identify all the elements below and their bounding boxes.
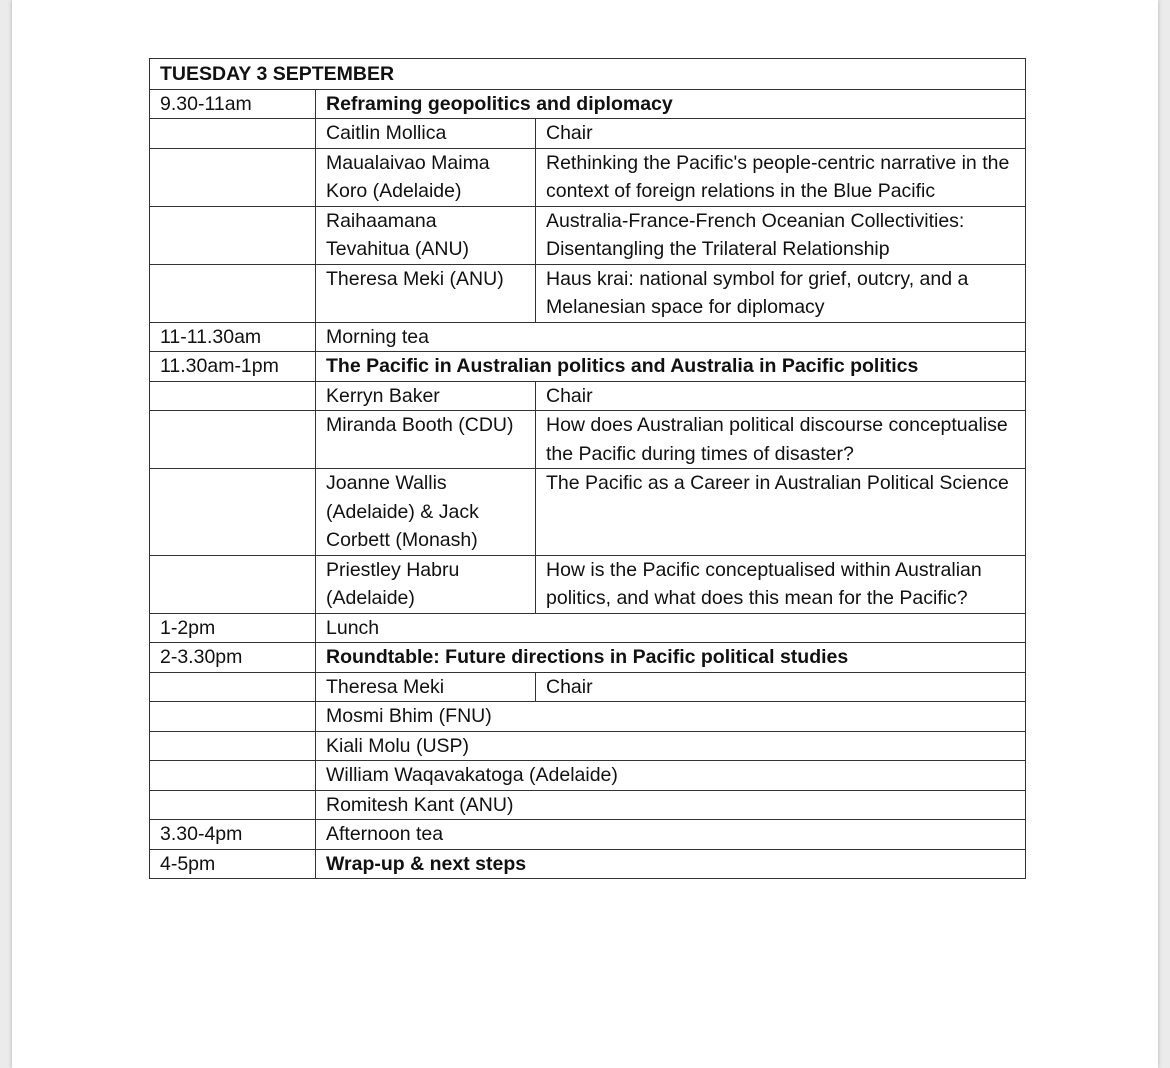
paper-topic: Rethinking the Pacific's people-centric narrative in the context of foreign relations in the Blue Pacific	[536, 148, 1026, 206]
presenter-name: Kerryn Baker	[316, 381, 536, 411]
session-row	[150, 849, 1026, 879]
time-cell-empty	[150, 790, 316, 820]
time-cell-empty	[150, 119, 316, 149]
paper-row	[150, 206, 1026, 264]
session-row	[150, 820, 1026, 850]
session-time: 4-5pm	[150, 849, 316, 879]
presenter-name: Joanne Wallis (Adelaide) & Jack Corbett (Monash)	[316, 469, 536, 556]
schedule-table	[149, 58, 1026, 879]
session-time: 11-11.30am	[150, 322, 316, 352]
time-cell-empty	[150, 264, 316, 322]
session-title: Lunch	[316, 613, 1026, 643]
presenter-name: Priestley Habru (Adelaide)	[316, 555, 536, 613]
paper-topic: The Pacific as a Career in Australian Political Science	[536, 469, 1026, 556]
time-cell-empty	[150, 731, 316, 761]
session-time: 11.30am-1pm	[150, 352, 316, 382]
paper-row	[150, 672, 1026, 702]
paper-row	[150, 148, 1026, 206]
session-title: Morning tea	[316, 322, 1026, 352]
session-time: 1-2pm	[150, 613, 316, 643]
presenter-name: Theresa Meki	[316, 672, 536, 702]
session-title: Wrap-up & next steps	[316, 849, 1026, 879]
session-time: 3.30-4pm	[150, 820, 316, 850]
day-heading: TUESDAY 3 SEPTEMBER	[150, 59, 1026, 90]
presenter-name: Raihaamana Tevahitua (ANU)	[316, 206, 536, 264]
speaker-name: Mosmi Bhim (FNU)	[316, 702, 1026, 732]
paper-topic: Haus krai: national symbol for grief, outcry, and a Melanesian space for diplomacy	[536, 264, 1026, 322]
speaker-row	[150, 731, 1026, 761]
presenter-name: Miranda Booth (CDU)	[316, 411, 536, 469]
session-time: 2-3.30pm	[150, 643, 316, 673]
presenter-name: Maualaivao Maima Koro (Adelaide)	[316, 148, 536, 206]
session-row	[150, 322, 1026, 352]
speaker-name: Kiali Molu (USP)	[316, 731, 1026, 761]
time-cell-empty	[150, 411, 316, 469]
paper-row	[150, 411, 1026, 469]
schedule-body	[150, 59, 1026, 879]
paper-row	[150, 119, 1026, 149]
speaker-row	[150, 790, 1026, 820]
time-cell-empty	[150, 555, 316, 613]
session-title: Afternoon tea	[316, 820, 1026, 850]
presenter-name: Theresa Meki (ANU)	[316, 264, 536, 322]
time-cell-empty	[150, 148, 316, 206]
time-cell-empty	[150, 206, 316, 264]
time-cell-empty	[150, 761, 316, 791]
day-heading-row	[150, 59, 1026, 90]
paper-row	[150, 469, 1026, 556]
time-cell-empty	[150, 702, 316, 732]
speaker-row	[150, 761, 1026, 791]
paper-row	[150, 264, 1026, 322]
paper-topic: Chair	[536, 119, 1026, 149]
session-row	[150, 352, 1026, 382]
session-row	[150, 643, 1026, 673]
session-title: Roundtable: Future directions in Pacific political studies	[316, 643, 1026, 673]
session-row	[150, 613, 1026, 643]
paper-topic: Chair	[536, 381, 1026, 411]
session-title: Reframing geopolitics and diplomacy	[316, 89, 1026, 119]
time-cell-empty	[150, 469, 316, 556]
speaker-row	[150, 702, 1026, 732]
paper-topic: Chair	[536, 672, 1026, 702]
paper-row	[150, 555, 1026, 613]
paper-topic: How is the Pacific conceptualised within Australian politics, and what does this mean for the Pacific?	[536, 555, 1026, 613]
document-page	[12, 0, 1158, 1068]
speaker-name: Romitesh Kant (ANU)	[316, 790, 1026, 820]
presenter-name: Caitlin Mollica	[316, 119, 536, 149]
session-time: 9.30-11am	[150, 89, 316, 119]
time-cell-empty	[150, 381, 316, 411]
paper-topic: Australia-France-French Oceanian Collectivities: Disentangling the Trilateral Relationship	[536, 206, 1026, 264]
session-row	[150, 89, 1026, 119]
session-title: The Pacific in Australian politics and Australia in Pacific politics	[316, 352, 1026, 382]
paper-topic: How does Australian political discourse conceptualise the Pacific during times of disaster?	[536, 411, 1026, 469]
paper-row	[150, 381, 1026, 411]
time-cell-empty	[150, 672, 316, 702]
speaker-name: William Waqavakatoga (Adelaide)	[316, 761, 1026, 791]
